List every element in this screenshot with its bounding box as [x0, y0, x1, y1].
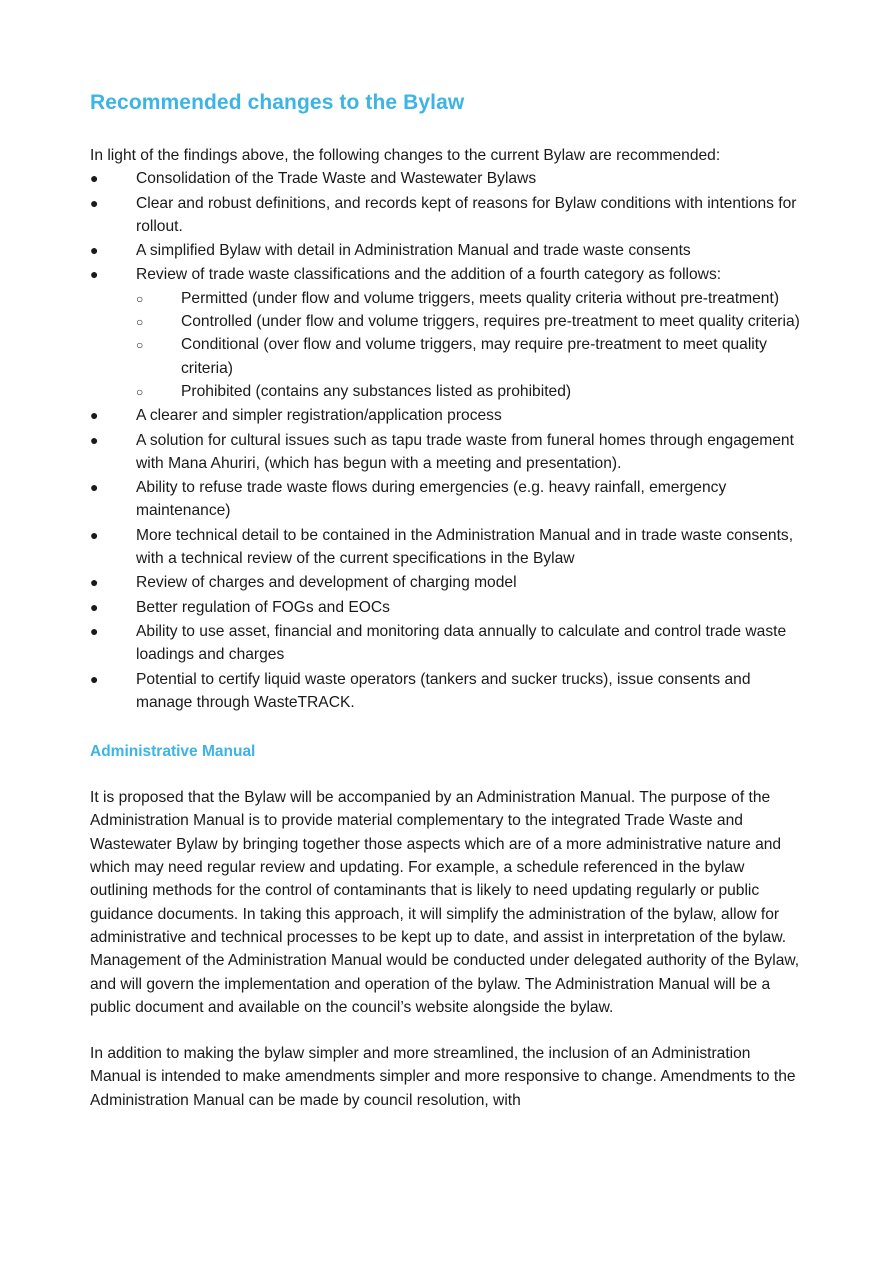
sub-list-item	[90, 333, 800, 380]
list-item	[90, 192, 800, 239]
admin-manual-paragraph-1: It is proposed that the Bylaw will be accompanied by an Administration Manual. The purpose of the Administration Manual is to provide material complementary to the integrated Trade Waste and Wastewater Bylaw by bringing together those aspects which are of a more administrative nature and which may need regular review and updating. For example, a schedule referenced in the bylaw outlining methods for the control of contaminants that is likely to need updating regularly or public guidance documents. In taking this approach, it will simplify the administration of the bylaw, allow for administrative and technical processes to be kept up to date, and assist in interpretation of the bylaw.	[90, 789, 787, 946]
bullet-icon: ●	[90, 242, 99, 259]
admin-manual-paragraph-2: Management of the Administration Manual would be conducted under delegated authority of the Bylaw, and will govern the implementation and operation of the bylaw. The Administration Manual will be a public document and available on the council’s website alongside the bylaw.	[90, 952, 800, 1016]
hollow-bullet-icon: ○	[136, 291, 144, 306]
list-item-text: Review of trade waste classifications and the addition of a fourth category as follows:	[136, 266, 722, 284]
bullet-icon: ●	[90, 170, 99, 187]
list-item	[90, 668, 800, 715]
bullet-icon: ●	[90, 194, 99, 211]
sub-list-item-text: Conditional (over flow and volume triggers, may require pre-treatment to meet quality criteria)	[181, 336, 767, 377]
bullet-icon: ●	[90, 407, 99, 424]
bullet-icon: ●	[90, 622, 99, 639]
list-item	[90, 429, 800, 476]
section-heading-administrative-manual: Administrative Manual	[90, 743, 256, 761]
bullet-icon: ●	[90, 266, 99, 283]
list-item-text: Review of charges and development of charging model	[136, 574, 517, 592]
section-heading-recommended-changes: Recommended changes to the Bylaw	[90, 91, 465, 114]
bullet-icon: ●	[90, 598, 99, 615]
bullet-icon: ●	[90, 574, 99, 591]
list-item-text: More technical detail to be contained in the Administration Manual and in trade waste consents, with a technical review of the current specifications in the Bylaw	[136, 526, 794, 568]
bullet-icon: ●	[90, 431, 99, 448]
intro-paragraph: In light of the findings above, the following changes to the current Bylaw are recommended:	[90, 147, 721, 164]
list-item	[90, 263, 800, 403]
list-item	[90, 476, 800, 523]
list-item-text: A solution for cultural issues such as tapu trade waste from funeral homes through engagement with Mana Ahuriri, (which has begun with a meeting and presentation).	[136, 431, 794, 472]
classification-sublist	[90, 287, 800, 403]
list-item-text: Potential to certify liquid waste operators (tankers and sucker trucks), issue consents and manage through WasteTRACK.	[136, 670, 751, 711]
list-item-text: Better regulation of FOGs and EOCs	[136, 598, 390, 616]
bullet-icon: ●	[90, 479, 99, 496]
sub-list-item-text: Prohibited (contains any substances listed as prohibited)	[181, 382, 572, 400]
sub-list-item	[90, 380, 800, 403]
sub-list-item-text: Controlled (under flow and volume triggers, requires pre-treatment to meet quality criteria)	[181, 313, 800, 331]
list-item	[90, 524, 800, 571]
list-item	[90, 596, 800, 619]
list-item-text: Ability to refuse trade waste flows during emergencies (e.g. heavy rainfall, emergency maintenance)	[136, 479, 727, 520]
list-item-text: Consolidation of the Trade Waste and Wastewater Bylaws	[136, 170, 537, 188]
list-item-text: A clearer and simpler registration/application process	[136, 407, 502, 425]
list-item	[90, 167, 800, 190]
recommendations-list	[90, 167, 800, 714]
admin-manual-paragraph-3: In addition to making the bylaw simpler and more streamlined, the inclusion of an Administration Manual is intended to make amendments simpler and more responsive to change. Amendments to the Administration Manual can be made by council resolution, with	[90, 1045, 796, 1109]
page-content	[90, 86, 800, 1112]
list-item	[90, 571, 800, 594]
list-item-text: Clear and robust definitions, and records kept of reasons for Bylaw conditions with intentions for rollout.	[136, 194, 797, 235]
list-item-text: A simplified Bylaw with detail in Administration Manual and trade waste consents	[136, 242, 691, 260]
hollow-bullet-icon: ○	[136, 315, 144, 330]
hollow-bullet-icon: ○	[136, 384, 144, 399]
list-item	[90, 239, 800, 262]
list-item	[90, 404, 800, 427]
hollow-bullet-icon: ○	[136, 338, 144, 353]
list-item-text: Ability to use asset, financial and monitoring data annually to calculate and control trade waste loadings and charges	[136, 622, 787, 664]
sub-list-item-text: Permitted (under flow and volume triggers, meets quality criteria without pre-treatment)	[181, 289, 780, 307]
sub-list-item	[90, 310, 800, 333]
bullet-icon: ●	[90, 526, 99, 543]
bullet-icon: ●	[90, 670, 99, 687]
sub-list-item	[90, 287, 800, 310]
list-item	[90, 620, 800, 667]
